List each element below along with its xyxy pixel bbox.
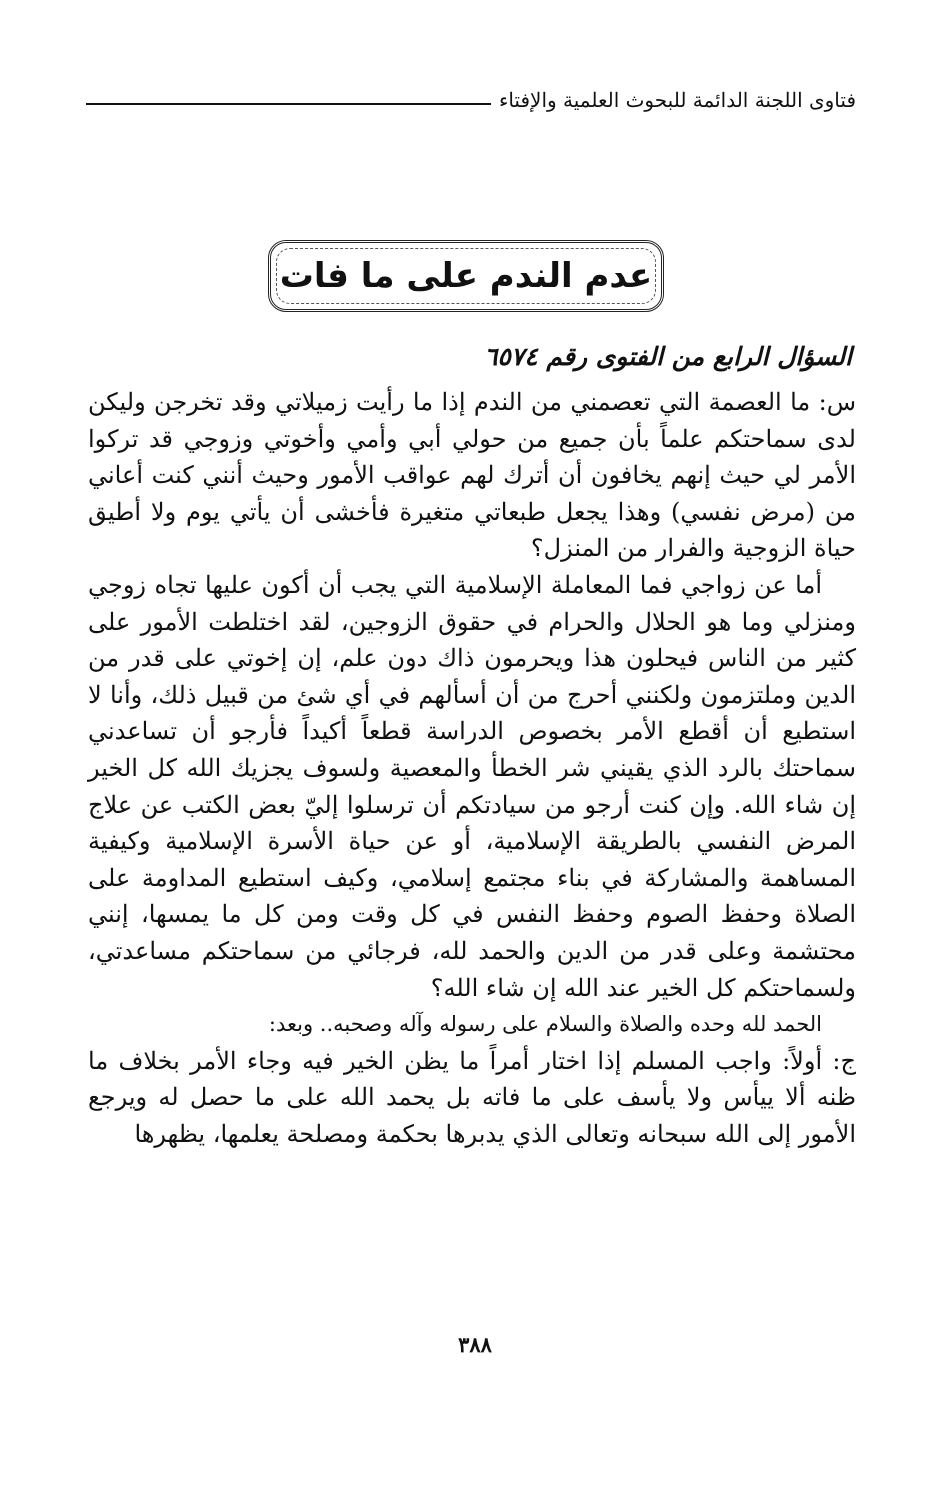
question-text: س: ما العصمة التي تعصمني من الندم إذا ما رأيت زميلاتي وقد تخرجن وليكن لدى سماحتكم علماً بأن جميع من حولي أبي وأمي وأخوتي وزوجي قد تركوا الأمر لي حيث إنهم يخافون أن أترك لهم عواقب الأمور وحيث أنني كنت أعاني من (مرض نفسي) وهذا يجعل طبعاتي متغيرة فأخشى أن يأتي يوم ولا أطيق حياة الزوجية والفرار من المنزل؟ [88,388,857,563]
question-heading: السؤال الرابع من الفتوى رقم ٦٥٧٤ [483,342,852,371]
header-rule [86,103,491,105]
question-continuation: أما عن زواجي فما المعاملة الإسلامية التي يجب أن أكون عليها تجاه زوجي ومنزلي وما هو الحلال والحرام في حقوق الزوجين، لقد اختلطت الأمور على كثير من الناس فيحلون هذا ويحرمون ذاك دون علم، إن إخوتي على قدر من الدين وملتزمون ولكنني أحرج من أن أسألهم في أي شئ من قبيل ذلك، وأنا لا استطيع أن أقطع الأمر بخصوص الدراسة قطعاً أكيداً فأرجو أن تساعدني سماحتك بالرد الذي يقيني شر الخطأ والمعصية ولسوف يجزيك الله كل الخير إن شاء الله. وإن كنت أرجو من سيادتكم أن ترسلوا إليّ بعض الكتب عن علاج المرض النفسي بالطريقة الإسلامية، أو عن حياة الأسرة الإسلامية وكيفية المساهمة والمشاركة في بناء مجتمع إسلامي، وكيف استطيع المداومة على الصلاة وحفظ الصوم وحفظ النفس في كل وقت ومن كل ما يمسها، إنني محتشمة وعلى قدر من الدين والحمد لله، فرجائي من سماحتكم مساعدتي، ولسماحتكم كل الخير عند الله إن شاء الله؟ [88,570,856,1002]
chapter-title: عدم الندم على ما فات [279,256,653,296]
chapter-title-frame [268,240,664,312]
body-text [88,384,856,1152]
answer-praise: الحمد لله وحده والصلاة والسلام على رسوله وآله وصحبه.. وبعد: [268,1012,822,1037]
running-title: فتاوى اللجنة الدائمة للبحوث العلمية والإفتاء [498,88,856,112]
running-header [86,86,856,114]
answer-text: ج: أولاً: واجب المسلم إذا اختار أمراً ما يظن الخير فيه وجاء الأمر بخلاف ما ظنه ألا ييأس ولا يأسف على ما فاته بل يحمد الله على ما حصل له ويرجع الأمور إلى الله سبحانه وتعالى الذي يدبرها بحكمة ومصلحة يعلمها، يظهرها [88,1046,856,1148]
page-number: ٣٨٨ [458,1332,492,1357]
